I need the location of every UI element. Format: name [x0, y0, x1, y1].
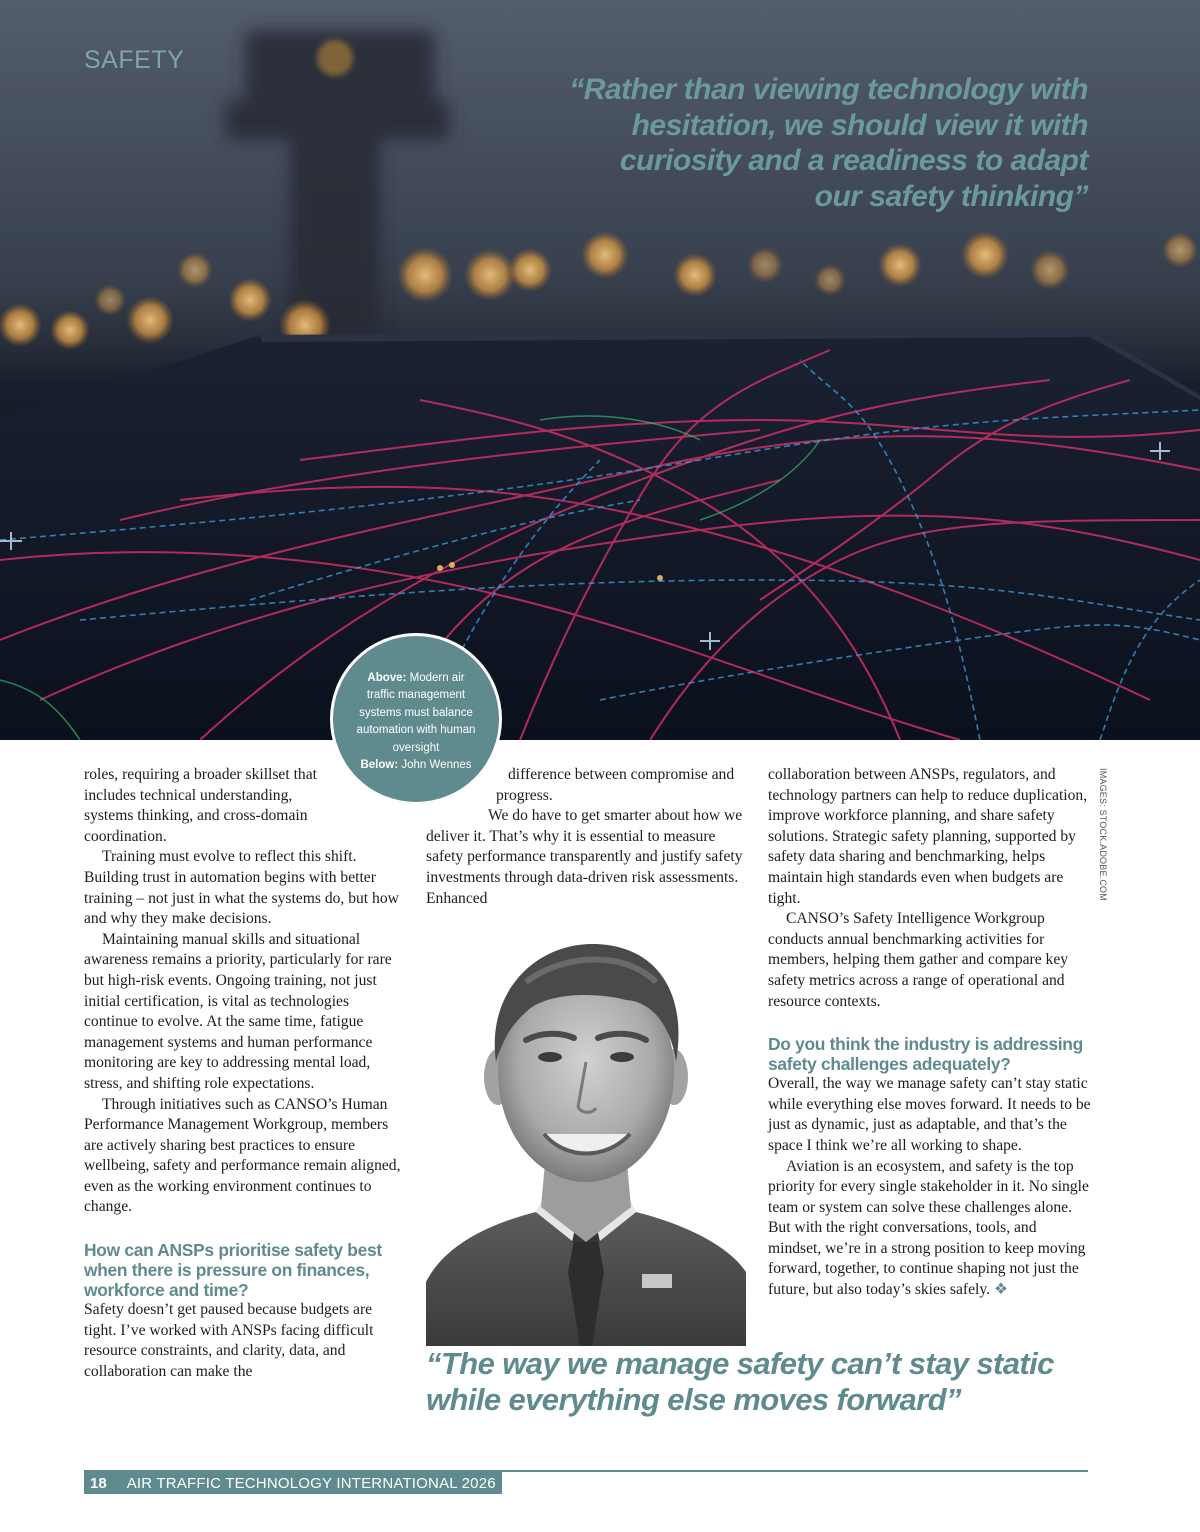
caption-below-text: John Wennes	[401, 759, 472, 771]
paragraph: Maintaining manual skills and situational awareness remains a priority, particularly for rare but high-risk events. Ongoing training, not just initial certification, is vital as technologies continue to evolve. At the same time, fatigue management systems and human performance monitoring are key to addressing mental load, stress, and shifting role expectations.	[84, 930, 392, 1092]
pull-quote-bottom: “The way we manage safety can’t stay static while everything else moves forward”	[426, 1346, 1054, 1417]
paragraph: difference between compromise and progress.	[496, 766, 735, 804]
pull-quote-top: “Rather than viewing technology with hesitation, we should view it with curiosity and a readiness to adapt our safety thinking”	[569, 73, 1088, 213]
paragraph: Training must evolve to reflect this shift. Building trust in automation begins with better training – not just in what the systems do, but how and why they make decisions.	[84, 848, 399, 928]
column-2	[426, 765, 744, 909]
portrait-photo	[426, 922, 746, 1346]
paragraph: CANSO’s Safety Intelligence Workgroup conducts annual benchmarking activities for members, helping them gather and compare key safety metrics across a range of operational and resource contexts.	[768, 910, 1069, 1010]
paragraph: collaboration between ANSPs, regulators, and technology partners can help to reduce duplication, improve workforce planning, and share safety solutions. Strategic safety planning, supported by safety data sharing and benchmarking, helps maintain high standards even when budgets are tight.	[768, 766, 1088, 907]
caption-below-label: Below:	[360, 759, 399, 771]
section-heading: Do you think the industry is addressing safety challenges adequately?	[768, 1034, 1083, 1075]
section-label: SAFETY	[84, 46, 185, 74]
caption-text	[353, 670, 479, 775]
page-number: 18	[84, 1472, 113, 1494]
caption-badge	[330, 633, 502, 805]
paragraph-text: Aviation is an ecosystem, and safety is the top priority for every single stakeholder in it. No single team or system can solve these challenges alone. But with the right conversations, tools, and mindset, we’re in a strong position to keep moving forward, together, to continue shaping not just the future, but also today’s skies safely.	[768, 1157, 1089, 1299]
column-1	[84, 765, 404, 1382]
paragraph: We do have to get smarter about how we deliver it. That’s why it is essential to measure safety performance transparently and justify safety investments through data-driven risk assessments. Enhanced	[426, 807, 743, 907]
paragraph: Overall, the way we manage safety can’t stay static while everything else moves forward. It needs to be just as dynamic, just as adaptable, and that’s the space I think we’re all working to shape.	[768, 1075, 1091, 1154]
footer	[84, 1472, 502, 1494]
paragraph: Safety doesn’t get paused because budgets are tight. I’ve worked with ANSPs facing difficult resource constraints, and clarity, data, and collaboration can make the	[84, 1301, 374, 1380]
paragraph: roles, requiring a broader skillset that includes technical understanding, systems thinking, and cross-domain coordination.	[84, 766, 317, 845]
hero-image	[0, 0, 1200, 740]
end-mark-icon: ❖	[993, 1281, 1008, 1299]
publication-name: AIR TRAFFIC TECHNOLOGY INTERNATIONAL 2026	[113, 1472, 502, 1494]
section-heading: How can ANSPs prioritise safety best when there is pressure on finances, workforce and time?	[84, 1240, 382, 1301]
caption-above-label: Above:	[367, 671, 407, 684]
image-credit: IMAGES: STOCK.ADOBE.COM	[1098, 768, 1108, 901]
portrait-illustration	[426, 922, 746, 1346]
caption-above-text: Modern air traffic management systems must balance automation with human oversight	[356, 671, 476, 754]
paragraph	[768, 1157, 1092, 1301]
column-3	[768, 765, 1092, 1301]
paragraph: Through initiatives such as CANSO’s Human Performance Management Workgroup, members are actively sharing best practices to ensure wellbeing, safety and performance remain aligned, even as the working environment continues to change.	[84, 1095, 401, 1216]
